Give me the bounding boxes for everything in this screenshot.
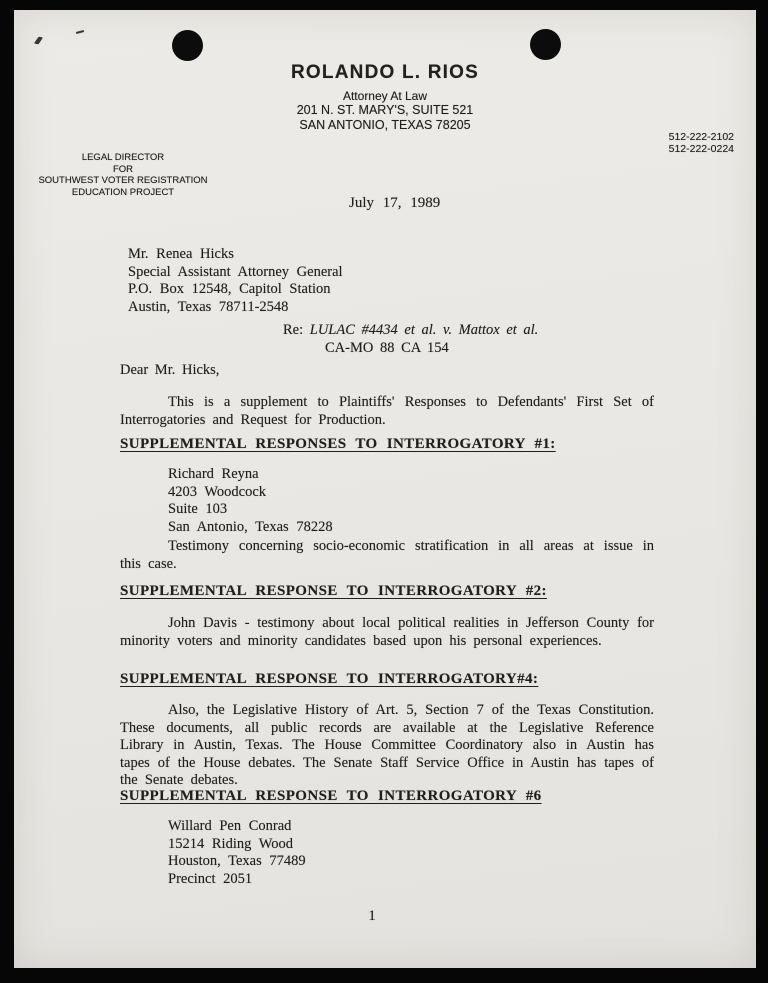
letterhead-address-line1: 201 N. ST. MARY'S, SUITE 521 (296, 103, 474, 117)
scan-artifact-mark (34, 37, 43, 45)
recipient-name: Mr. Renea Hicks (128, 246, 234, 262)
attorney-name: ROLANDO L. RIOS (291, 62, 479, 83)
re-case-line (283, 322, 538, 340)
org-line-2: FOR (112, 163, 134, 175)
section-heading-interrogatory-6: SUPPLEMENTAL RESPONSE TO INTERROGATORY #6 (120, 788, 542, 804)
witness-street: 15214 Riding Wood (168, 835, 293, 852)
org-line-3: SOUTHWEST VOTER REGISTRATION (38, 175, 208, 186)
case-name: LULAC #4434 et al. v. Mattox et al. (309, 322, 539, 338)
phone-numbers (669, 131, 734, 155)
punch-hole-left (172, 30, 203, 61)
intro-paragraph: This is a supplement to Plaintiffs' Responses to Defendants' First Set of Interrogatories and Request for Production. (120, 394, 654, 428)
phone-line-2: 512-222-0224 (668, 143, 734, 155)
recipient-city: Austin, Texas 78711-2548 (128, 298, 289, 315)
salutation: Dear Mr. Hicks, (120, 362, 220, 378)
page-number: 1 (368, 908, 376, 924)
docket-number: CA-MO 88 CA 154 (325, 339, 449, 356)
section-2-paragraph: John Davis - testimony about local political realities in Jefferson County for minority voters and minority candidates based upon his personal experiences. (120, 615, 654, 649)
letterhead (14, 62, 756, 133)
section-heading-interrogatory-1: SUPPLEMENTAL RESPONSES TO INTERROGATORY #1: (120, 436, 556, 452)
section-1-paragraph: Testimony concerning socio-economic stratification in all areas at issue in this case. (120, 538, 654, 572)
punch-hole-right (530, 29, 561, 60)
org-line-4: EDUCATION PROJECT (71, 186, 175, 198)
recipient-po-box: P.O. Box 12548, Capitol Station (128, 281, 331, 297)
witness-block-willard-pen-conrad (168, 818, 306, 888)
witness-street: 4203 Woodcock (168, 483, 267, 500)
witness-block-richard-reyna (168, 466, 333, 536)
witness-city: San Antonio, Texas 78228 (168, 518, 333, 535)
org-line-1: LEGAL DIRECTOR (81, 152, 165, 163)
letter-date: July 17, 1989 (349, 195, 441, 211)
attorney-title: Attorney At Law (342, 89, 428, 103)
witness-precinct: Precinct 2051 (168, 870, 253, 887)
letterhead-address-line2: SAN ANTONIO, TEXAS 78205 (299, 118, 471, 132)
org-affiliation-block (28, 152, 218, 198)
re-line (283, 322, 538, 357)
section-3-paragraph: Also, the Legislative History of Art. 5, Section 7 of the Texas Constitution. These documents, all public records are available at the Legislative Reference Library in Austin, Texas. The House Committee Coordinatory also in Austin has tapes of the House debates. The Senate Staff Service Office in Austin has tapes of the Senate debates. (120, 702, 654, 789)
recipient-title: Special Assistant Attorney General (128, 263, 343, 280)
scan-artifact-mark (76, 30, 84, 34)
witness-name: Richard Reyna (168, 466, 259, 482)
re-label: Re: (283, 322, 304, 338)
letter-paper (14, 10, 756, 968)
witness-city: Houston, Texas 77489 (168, 853, 306, 870)
phone-line-1: 512-222-2102 (668, 131, 734, 143)
recipient-address (128, 246, 343, 316)
witness-suite: Suite 103 (168, 501, 228, 518)
section-heading-interrogatory-2: SUPPLEMENTAL RESPONSE TO INTERROGATORY #2: (120, 583, 547, 599)
witness-name: Willard Pen Conrad (168, 818, 292, 834)
section-heading-interrogatory-4: SUPPLEMENTAL RESPONSE TO INTERROGATORY#4: (120, 671, 539, 687)
